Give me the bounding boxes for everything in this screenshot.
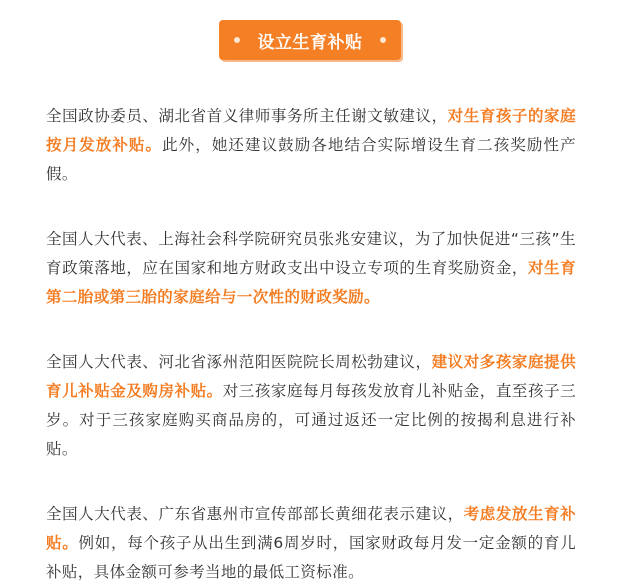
paragraph-1 — [46, 102, 576, 189]
section-title-badge — [219, 20, 401, 60]
article-body — [46, 102, 576, 587]
paragraph-text: 全国人大代表、广东省惠州市宣传部部长黄细花表示建议， — [46, 505, 464, 523]
paragraph-text: 此外，她还建议鼓励各地结合实际增设生育二孩奖励性产假。 — [46, 136, 576, 183]
title-container — [0, 20, 620, 60]
paragraph-highlight: 考虑发放生育补贴。 — [46, 505, 576, 552]
paragraph-highlight: 对生育孩子的家庭按月发放补贴。 — [46, 107, 576, 154]
paragraph-text: 全国人大代表、河北省涿州范阳医院院长周松勃建议， — [46, 353, 432, 371]
paragraph-2 — [46, 225, 576, 312]
paragraph-text: 全国政协委员、湖北省首义律师事务所主任谢文敏建议， — [46, 107, 448, 125]
paragraph-highlight: 建议对多孩家庭提供育儿补贴金及购房补贴。 — [46, 353, 576, 400]
section-title: 设立生育补贴 — [257, 32, 363, 53]
paragraph-text: 全国人大代表、上海社会科学院研究员张兆安建议，为了加快促进“三孩”生育政策落地，应在国家和地方财政支出中设立专项的生育奖励资金， — [46, 230, 576, 277]
title-dot-left-icon — [234, 37, 240, 43]
title-dot-right-icon — [380, 37, 386, 43]
paragraph-4 — [46, 500, 576, 587]
paragraph-3 — [46, 348, 576, 464]
paragraph-highlight: 对生育第二胎或第三胎的家庭给与一次性的财政奖励。 — [46, 259, 576, 306]
paragraph-text: 对三孩家庭每月每孩发放育儿补贴金，直至孩子三岁。对于三孩家庭购买商品房的，可通过返还一定比例的按揭利息进行补贴。 — [46, 382, 576, 458]
paragraph-text: 例如，每个孩子从出生到满6周岁时，国家财政每月发一定金额的育儿补贴，具体金额可参考当地的最低工资标准。 — [46, 534, 576, 581]
